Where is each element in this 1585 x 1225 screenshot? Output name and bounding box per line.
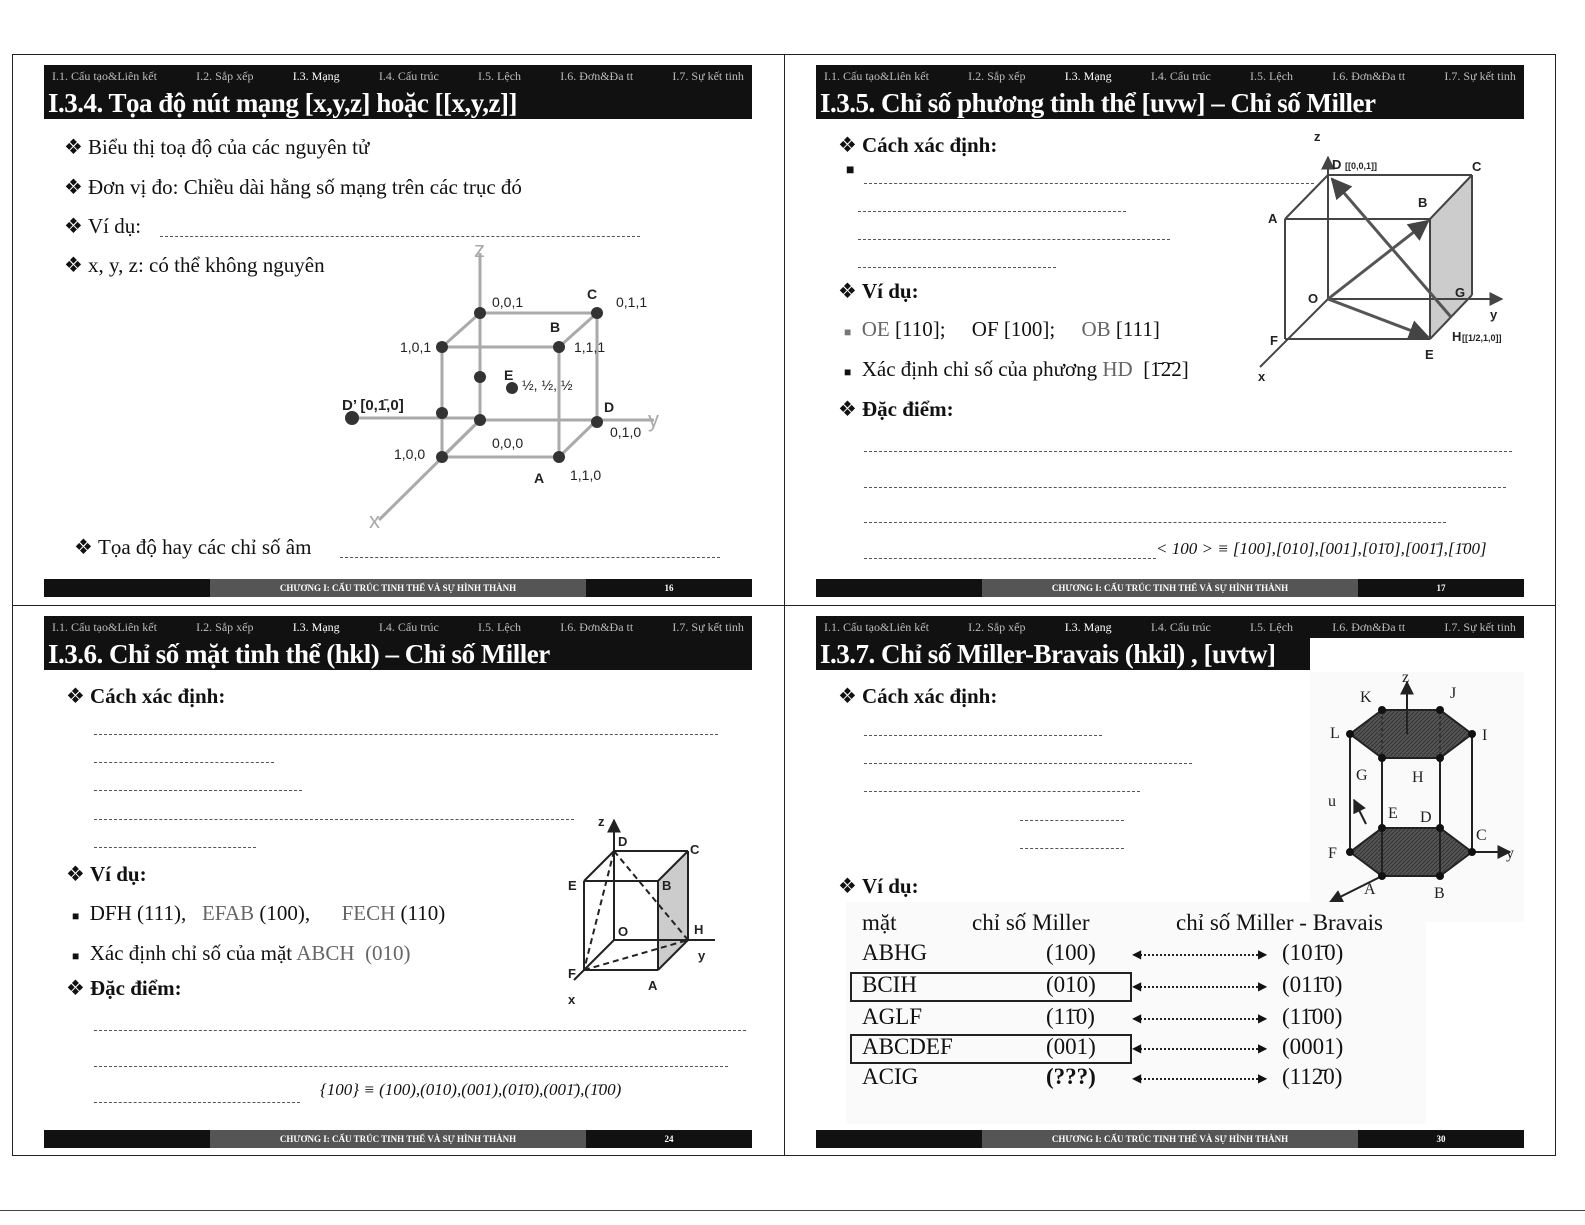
nav-item[interactable]: I.6. Đơn&Đa tt xyxy=(1332,619,1406,634)
nav-item[interactable]: I.5. Lệch xyxy=(1250,68,1294,83)
example-line: ■ Xác định chỉ số của mặt ABCH (010) xyxy=(72,941,411,965)
nav-item[interactable]: I.7. Sự kết tinh xyxy=(1444,619,1516,634)
slide-title: I.3.6. Chỉ số mặt tinh thể (hkl) – Chỉ số Miller xyxy=(44,638,752,670)
slide-30 xyxy=(816,616,1524,1146)
point-label: A xyxy=(534,470,545,486)
fill-in-line xyxy=(858,239,1170,240)
point-label: G xyxy=(1455,285,1466,300)
point-label: E xyxy=(1388,805,1398,822)
example-line: ■ OE [110]; OF [100]; OB [111] xyxy=(844,317,1160,341)
section-heading: ❖ Ví dụ: xyxy=(838,279,919,303)
table-row: ACIG (???) ◀ ▶ (112̄0) xyxy=(862,1064,1343,1089)
slide-16 xyxy=(44,65,752,595)
point-label: L xyxy=(1330,725,1340,742)
fill-in-line xyxy=(864,487,1506,488)
nav-item[interactable]: I.1. Cấu tạo&Liên kết xyxy=(824,68,929,83)
nav-item-active[interactable]: I.3. Mạng xyxy=(1064,619,1112,634)
fill-in-line xyxy=(94,1102,300,1103)
point-label: F xyxy=(1328,845,1337,862)
point-label: H xyxy=(1452,329,1462,344)
square-bullet-icon: ■ xyxy=(844,365,852,379)
nav-item[interactable]: I.4. Cấu trúc xyxy=(1150,68,1211,83)
slide-title: I.3.4. Tọa độ nút mạng [x,y,z] hoặc [[x,y,z]] xyxy=(44,87,752,119)
nav-item[interactable]: I.1. Cấu tạo&Liên kết xyxy=(52,68,157,83)
section-heading: ❖ Ví dụ: xyxy=(66,862,147,886)
diamond-bullet-icon: ❖ xyxy=(838,874,857,898)
slide-footer xyxy=(44,1130,752,1148)
point-label: D xyxy=(604,399,615,415)
point-label: B xyxy=(662,878,672,893)
plane-cube-diagram xyxy=(530,814,720,1012)
plane-family-formula: {100} ≡ (100),(010),(001),(01̄0),(001̄),(1̄00) xyxy=(320,1080,622,1099)
miller-bravais-table xyxy=(846,902,1426,1124)
z-axis-label: z xyxy=(1314,129,1321,144)
point-label: F xyxy=(1270,333,1278,348)
direction-cube-diagram xyxy=(1252,127,1524,392)
arrow-right-icon: ▶ xyxy=(1258,1071,1268,1085)
coord-label: D’ [0,1̄,0] xyxy=(342,397,404,414)
point-label: B xyxy=(1418,195,1428,210)
nav-item[interactable]: I.6. Đơn&Đa tt xyxy=(560,68,634,83)
footer-chapter-text: CHƯƠNG I: CẤU TRÚC TINH THỂ VÀ SỰ HÌNH THÀNH xyxy=(982,1130,1358,1148)
arrow-right-icon: ▶ xyxy=(1258,947,1268,961)
point-label: D xyxy=(1420,809,1432,826)
nav-item[interactable]: I.2. Sắp xếp xyxy=(196,619,254,634)
x-axis-label: x xyxy=(1258,369,1266,384)
point-label: C xyxy=(690,842,700,857)
coord-label: 0,1,0 xyxy=(610,424,642,440)
diamond-bullet-icon: ❖ xyxy=(838,133,857,157)
point-label: E xyxy=(1425,347,1434,362)
point-label: O xyxy=(1308,291,1319,306)
point-label: O xyxy=(618,924,629,939)
slide-24 xyxy=(44,616,752,1146)
table-header: mặt xyxy=(862,910,897,935)
bullet: ❖ x, y, z: có thể không nguyên xyxy=(64,253,325,277)
nav-item[interactable]: I.5. Lệch xyxy=(478,619,522,634)
footer-chapter-text: CHƯƠNG I: CẤU TRÚC TINH THỂ VÀ SỰ HÌNH THÀNH xyxy=(210,1130,586,1148)
nav-item[interactable]: I.1. Cấu tạo&Liên kết xyxy=(824,619,929,634)
fill-in-line xyxy=(864,558,1156,559)
point-label: J xyxy=(1450,685,1457,702)
diamond-bullet-icon: ❖ xyxy=(66,684,85,708)
point-label: B xyxy=(1434,885,1445,902)
nav-item[interactable]: I.4. Cấu trúc xyxy=(378,619,439,634)
section-heading: ❖ Đặc điểm: xyxy=(66,976,182,1000)
y-axis-label: y xyxy=(1490,307,1498,322)
y-axis-label: y xyxy=(698,948,706,963)
table-row: ABCDEF (001) ◀ ▶ (0001) xyxy=(846,1034,1426,1064)
footer-chapter-text: CHƯƠNG I: CẤU TRÚC TINH THỂ VÀ SỰ HÌNH THÀNH xyxy=(210,579,586,597)
point-label: C xyxy=(587,286,598,302)
nav-item[interactable]: I.2. Sắp xếp xyxy=(968,68,1026,83)
point-label: G xyxy=(1356,767,1368,784)
example-line: ■ Xác định chỉ số của phương HD [1̄2̄2] xyxy=(844,357,1189,381)
page-number: 24 xyxy=(664,1134,674,1144)
diamond-bullet-icon: ❖ xyxy=(838,684,857,708)
section-heading: ❖ Đặc điểm: xyxy=(838,397,954,421)
z-axis-label: z xyxy=(1402,672,1410,686)
point-label: K xyxy=(1360,689,1372,706)
coord-label: [[0,0,1]] xyxy=(1345,161,1378,171)
fill-in-line xyxy=(1020,820,1124,821)
coord-label: 0,1,1 xyxy=(616,294,648,310)
nav-item-active[interactable]: I.3. Mạng xyxy=(1064,68,1112,83)
page-number: 30 xyxy=(1436,1134,1446,1144)
nav-item[interactable]: I.2. Sắp xếp xyxy=(196,68,254,83)
nav-item[interactable]: I.4. Cấu trúc xyxy=(1150,619,1211,634)
fill-in-line xyxy=(864,763,1192,764)
fill-in-line xyxy=(864,451,1512,452)
nav-item[interactable]: I.2. Sắp xếp xyxy=(968,619,1026,634)
bullet: ❖ Tọa độ hay các chỉ số âm xyxy=(74,535,312,559)
nav-item[interactable]: I.7. Sự kết tinh xyxy=(672,619,744,634)
nav-bar xyxy=(44,616,752,638)
point-label: A xyxy=(648,978,658,993)
section-heading: ❖ Cách xác định: xyxy=(66,684,226,708)
bullet: ❖ Ví dụ: xyxy=(64,214,142,238)
slide-title: I.3.7. Chỉ số Miller-Bravais (hkil) , [uvtw] xyxy=(816,638,1310,670)
point-label: C xyxy=(1476,827,1487,844)
fill-in-line xyxy=(94,1030,746,1031)
point-label: D xyxy=(618,834,628,849)
nav-item-active[interactable]: I.3. Mạng xyxy=(292,619,340,634)
fill-in-line xyxy=(94,734,718,735)
section-heading: ❖ Cách xác định: xyxy=(838,133,998,157)
point-label: E xyxy=(568,878,577,893)
x-axis-label: x xyxy=(568,992,576,1007)
coord-label: 1,1,0 xyxy=(570,467,602,483)
point-label: H xyxy=(694,922,704,937)
diamond-bullet-icon: ❖ xyxy=(838,397,857,421)
diamond-bullet-icon: ❖ xyxy=(838,279,857,303)
table-row: AGLF (11̄0) ◀ ▶ (11̄00) xyxy=(862,1004,1343,1029)
nav-item[interactable]: I.6. Đơn&Đa tt xyxy=(1332,68,1406,83)
slide-footer xyxy=(44,579,752,597)
slide-footer xyxy=(816,579,1524,597)
table-row: ABHG (100) ◀ ▶ (101̄0) xyxy=(862,940,1344,965)
coord-label: ½, ½, ½ xyxy=(522,377,573,393)
slide-title: I.3.5. Chỉ số phương tinh thể [uvw] – Chỉ số Miller xyxy=(816,87,1524,119)
fill-in-line xyxy=(858,267,1056,268)
table-header: chỉ số Miller - Bravais xyxy=(1176,910,1383,935)
nav-item[interactable]: I.7. Sự kết tinh xyxy=(1444,68,1516,83)
fill-in-line xyxy=(864,183,1314,184)
arrow-left-icon: ◀ xyxy=(1132,1011,1142,1025)
coord-label: 0,0,1 xyxy=(492,294,524,310)
slide-17 xyxy=(816,65,1524,595)
point-label: I xyxy=(1482,727,1488,744)
nav-bar xyxy=(816,616,1524,638)
square-bullet-icon: ■ xyxy=(844,325,852,339)
point-label: C xyxy=(1472,159,1482,174)
fill-in-line xyxy=(864,522,1446,523)
table-header: chỉ số Miller xyxy=(972,910,1090,935)
diamond-bullet-icon: ❖ xyxy=(64,135,83,159)
coord-label: [[1/2,1,0]] xyxy=(1462,333,1502,343)
fill-in-line xyxy=(864,735,1102,736)
square-bullet-icon: ■ xyxy=(72,909,80,923)
bullet: ❖ Biểu thị toạ độ của các nguyên tử xyxy=(64,135,370,159)
point-label: F xyxy=(568,966,576,981)
double-arrow-icon xyxy=(1136,954,1262,956)
fill-in-line xyxy=(94,762,274,763)
bullet: ❖ Đơn vị đo: Chiều dài hằng số mạng trên các trục đó xyxy=(64,175,522,199)
arrow-left-icon: ◀ xyxy=(1132,1041,1142,1055)
direction-family-formula: < 100 > ≡ [100],[010],[001],[01̄0],[001̄],[1̄00] xyxy=(1156,539,1487,558)
arrow-left-icon: ◀ xyxy=(1132,979,1142,993)
table-row: BCIH (010) ◀ ▶ (011̄0) xyxy=(846,972,1426,1002)
z-axis-label: z xyxy=(474,237,485,262)
double-arrow-icon xyxy=(1136,1048,1262,1050)
double-arrow-icon xyxy=(1136,986,1262,988)
page-number: 17 xyxy=(1436,583,1446,593)
nav-item[interactable]: I.7. Sự kết tinh xyxy=(672,68,744,83)
nav-item[interactable]: I.1. Cấu tạo&Liên kết xyxy=(52,619,157,634)
coord-label: 1,1,1 xyxy=(574,339,606,355)
point-label: B xyxy=(550,319,561,335)
coord-label: 1,0,0 xyxy=(394,446,426,462)
cubic-lattice-coordinates-diagram xyxy=(334,235,674,535)
footer-chapter-text: CHƯƠNG I: CẤU TRÚC TINH THỂ VÀ SỰ HÌNH THÀNH xyxy=(982,579,1358,597)
nav-bar xyxy=(44,65,752,87)
y-axis-label: y xyxy=(648,407,659,432)
page-number: 16 xyxy=(664,583,674,593)
point-label: D xyxy=(1332,157,1342,172)
fill-in-line xyxy=(94,790,302,791)
diamond-bullet-icon: ❖ xyxy=(64,253,83,277)
hexagonal-prism-diagram xyxy=(1310,672,1524,922)
nav-bar xyxy=(816,65,1524,87)
u-axis-label: u xyxy=(1328,793,1336,810)
fill-in-line xyxy=(864,791,1140,792)
point-label: A xyxy=(1364,881,1376,898)
fill-in-line xyxy=(94,847,256,848)
nav-item[interactable]: I.5. Lệch xyxy=(1250,619,1294,634)
nav-item-active[interactable]: I.3. Mạng xyxy=(292,68,340,83)
square-bullet-icon: ■ xyxy=(72,949,80,963)
fill-in-line xyxy=(94,1066,728,1067)
fill-in-line xyxy=(340,557,720,558)
arrow-left-icon: ◀ xyxy=(1132,1071,1142,1085)
y-axis-label: y xyxy=(1506,845,1514,862)
arrow-right-icon: ▶ xyxy=(1258,1011,1268,1025)
z-axis-label: z xyxy=(598,814,605,829)
double-arrow-icon xyxy=(1136,1078,1262,1080)
point-label: H xyxy=(1412,769,1424,786)
section-heading: ❖ Cách xác định: xyxy=(838,684,998,708)
nav-item[interactable]: I.4. Cấu trúc xyxy=(378,68,439,83)
double-arrow-icon xyxy=(1136,1018,1262,1020)
arrow-left-icon: ◀ xyxy=(1132,947,1142,961)
coord-label: 1,0,1 xyxy=(400,339,432,355)
diamond-bullet-icon: ❖ xyxy=(66,862,85,886)
diamond-bullet-icon: ❖ xyxy=(64,175,83,199)
slide-footer xyxy=(816,1130,1524,1148)
arrow-right-icon: ▶ xyxy=(1258,1041,1268,1055)
coord-label: 0,0,0 xyxy=(492,435,524,451)
diamond-bullet-icon: ❖ xyxy=(66,976,85,1000)
page-bottom-line xyxy=(0,1210,1585,1211)
point-label: E xyxy=(504,367,514,383)
arrow-right-icon: ▶ xyxy=(1258,979,1268,993)
diamond-bullet-icon: ❖ xyxy=(64,214,83,238)
fill-in-line xyxy=(94,819,574,820)
nav-item[interactable]: I.6. Đơn&Đa tt xyxy=(560,619,634,634)
horizontal-divider xyxy=(12,605,1556,606)
diamond-bullet-icon: ❖ xyxy=(74,535,93,559)
fill-in-line xyxy=(858,211,1126,212)
example-line: ■ DFH (111), EFAB (100), FECH (110) xyxy=(72,901,446,925)
section-heading: ❖ Ví dụ: xyxy=(838,874,919,898)
point-label: A xyxy=(1268,211,1278,226)
square-bullet-icon: ■ xyxy=(846,163,855,178)
x-axis-label: x xyxy=(369,508,380,533)
fill-in-line xyxy=(1020,848,1124,849)
nav-item[interactable]: I.5. Lệch xyxy=(478,68,522,83)
